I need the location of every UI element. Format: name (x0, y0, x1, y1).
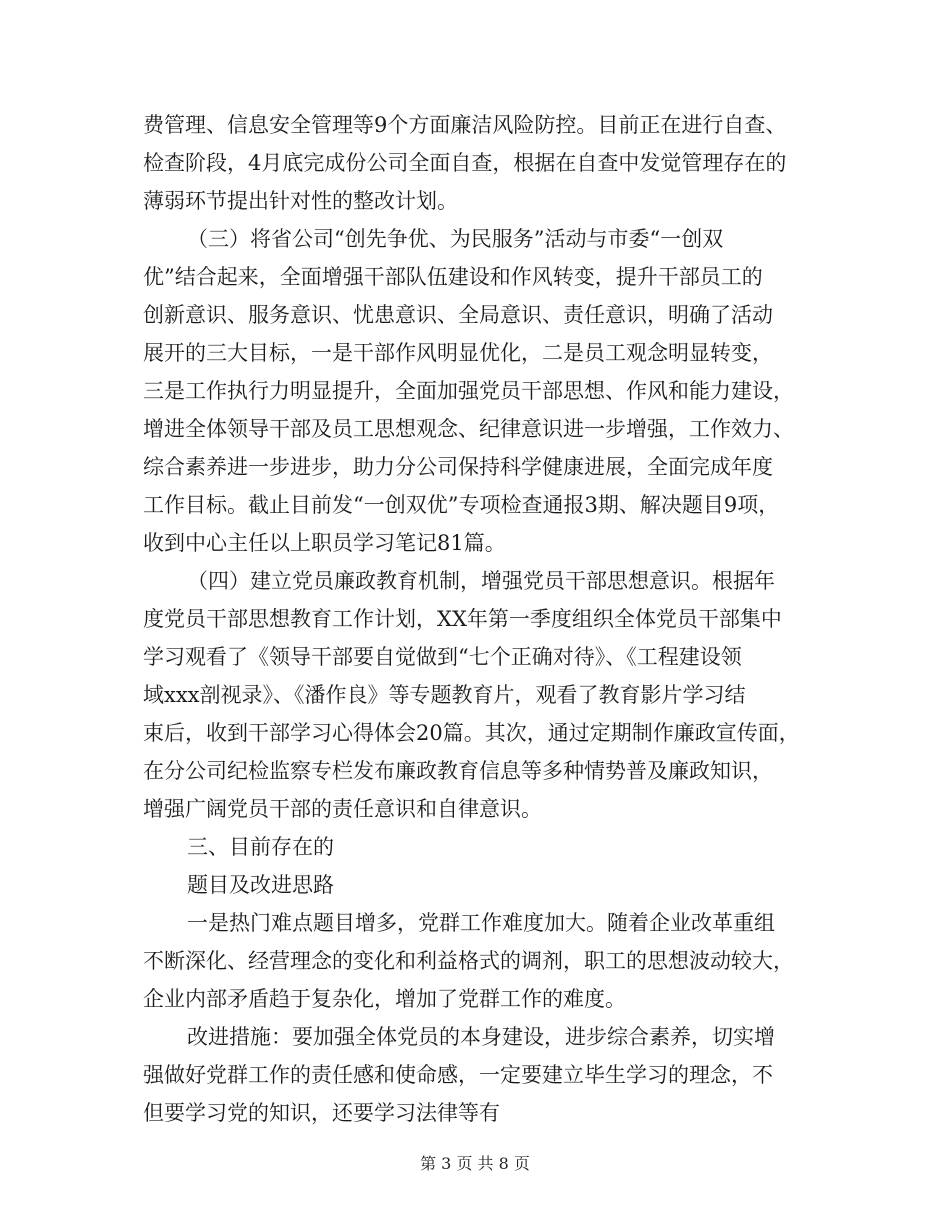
text-line: 工作目标。截止目前发“一创双优”专项检查通报3期、解决题目9项， (143, 493, 780, 517)
text-line: （四）建立党员廉政教育机制，增强党员干部思想意识。根据年 (187, 569, 775, 593)
text-line: 强做好党群工作的责任感和使命感，一定要建立毕生学习的理念，不 (143, 1063, 773, 1087)
text-line: 展开的三大目标，一是干部作风明显优化，二是员工观念明显转变， (143, 341, 773, 365)
section-heading: 题目及改进思路 (187, 873, 334, 897)
text-line: 费管理、信息安全管理等9个方面廉洁风险防控。目前正在进行自查、 (143, 113, 787, 137)
text-line: 增进全体领导干部及员工思想观念、纪律意识进一步增强，工作效力、 (143, 417, 794, 441)
text-line: 收到中心主任以上职员学习笔记81篇。 (143, 531, 506, 555)
text-line: 企业内部矛盾趋于复杂化，增加了党群工作的难度。 (143, 987, 626, 1011)
text-line: 优”结合起来，全面增强干部队伍建设和作风转变，提升干部员工的 (143, 265, 763, 289)
text-line: 域xxx剖视录》、《潘作良》等专题教育片，观看了教育影片学习结 (143, 683, 746, 707)
text-line: 检查阶段，4月底完成份公司全面自查，根据在自查中发觉管理存在的 (143, 151, 787, 175)
text-line: 创新意识、服务意识、忧患意识、全局意识、责任意识，明确了活动 (143, 303, 773, 327)
text-line: 三是工作执行力明显提升，全面加强党员干部思想、作风和能力建设， (143, 379, 794, 403)
text-line: 度党员干部思想教育工作计划，XX年第一季度组织全体党员干部集中 (143, 607, 782, 631)
text-line: 增强广阔党员干部的责任意识和自律意识。 (143, 797, 542, 821)
text-line: 但要学习党的知识，还要学习法律等有 (143, 1101, 500, 1125)
page-number-footer: 第 3 页 共 8 页 (420, 1154, 530, 1173)
text-line: 学习观看了《领导干部要自觉做到“七个正确对待》、《工程建设领 (143, 645, 742, 669)
text-line: 在分公司纪检监察专栏发布廉政教育信息等多种情势普及廉政知识， (143, 759, 773, 783)
text-line: 改进措施：要加强全体党员的本身建设，进步综合素养，切实增 (187, 1025, 775, 1049)
text-line: 一是热门难点题目增多，党群工作难度加大。随着企业改革重组 (187, 911, 775, 935)
text-line: 综合素养进一步进步，助力分公司保持科学健康进展，全面完成年度 (143, 455, 773, 479)
text-line: 薄弱环节提出针对性的整改计划。 (143, 189, 458, 213)
text-line: （三）将省公司“创先争优、为民服务”活动与市委“一创双 (187, 227, 724, 251)
text-line: 束后，收到干部学习心得体会20篇。其次，通过定期制作廉政宣传面， (143, 721, 800, 745)
section-heading: 三、目前存在的 (187, 835, 334, 859)
text-line: 不断深化、经营理念的变化和利益格式的调剂，职工的思想波动较大， (143, 949, 794, 973)
